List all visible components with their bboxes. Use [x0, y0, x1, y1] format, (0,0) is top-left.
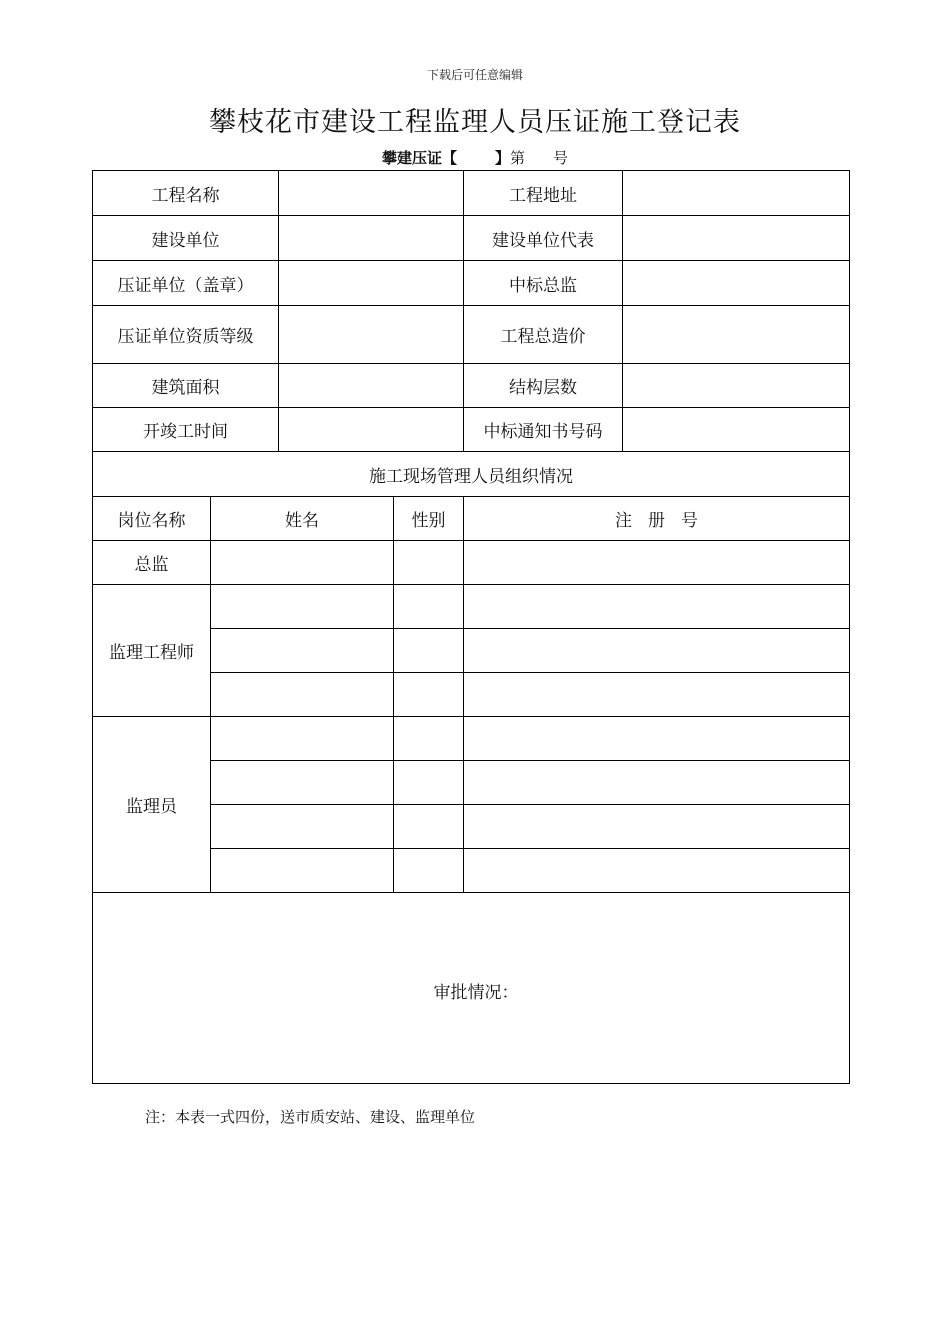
gender-header: 性别: [394, 497, 464, 541]
staff-reg-cell[interactable]: [464, 849, 850, 893]
reg-header-part: 注: [615, 511, 632, 531]
info-value-cell[interactable]: [623, 408, 850, 452]
info-value-cell[interactable]: [279, 171, 464, 216]
staff-reg-cell[interactable]: [464, 629, 850, 673]
info-row: [93, 364, 850, 408]
position-header: 岗位名称: [93, 497, 211, 541]
staff-row: [93, 585, 850, 629]
cert-di: 第: [510, 149, 526, 167]
staff-reg-cell[interactable]: [464, 585, 850, 629]
info-value-cell[interactable]: [623, 364, 850, 408]
name-header: 姓名: [211, 497, 394, 541]
reg-header-part: 号: [681, 511, 698, 531]
staff-gender-cell[interactable]: [394, 585, 464, 629]
approval-cell[interactable]: [93, 893, 850, 1084]
info-label: 中标通知书号码: [464, 408, 623, 452]
staff-name-cell[interactable]: [211, 673, 394, 717]
section-title-row: [93, 452, 850, 497]
info-label: 建设单位: [93, 216, 279, 261]
staff-gender-cell[interactable]: [394, 717, 464, 761]
staff-reg-cell[interactable]: [464, 717, 850, 761]
info-value-cell[interactable]: [623, 261, 850, 306]
staff-name-cell[interactable]: [211, 717, 394, 761]
info-label: 结构层数: [464, 364, 623, 408]
info-row: [93, 216, 850, 261]
staff-header-row: [93, 497, 850, 541]
registration-table: [92, 170, 850, 1084]
info-label: 中标总监: [464, 261, 623, 306]
role-supervisor: 监理员: [93, 717, 211, 893]
staff-row: [93, 541, 850, 585]
info-value-cell[interactable]: [279, 261, 464, 306]
staff-gender-cell[interactable]: [394, 541, 464, 585]
info-value-cell[interactable]: [623, 171, 850, 216]
info-label: 工程总造价: [464, 306, 623, 364]
approval-row: [93, 893, 850, 1084]
staff-reg-cell[interactable]: [464, 541, 850, 585]
staff-name-cell[interactable]: [211, 629, 394, 673]
info-label: 压证单位资质等级: [93, 306, 279, 364]
staff-gender-cell[interactable]: [394, 761, 464, 805]
info-value-cell[interactable]: [279, 216, 464, 261]
staff-reg-cell[interactable]: [464, 761, 850, 805]
staff-name-cell[interactable]: [211, 761, 394, 805]
staff-reg-cell[interactable]: [464, 805, 850, 849]
certificate-number-line: [0, 147, 950, 168]
role-chief: 总监: [93, 541, 211, 585]
info-value-cell[interactable]: [279, 408, 464, 452]
info-value-cell[interactable]: [279, 306, 464, 364]
info-label: 压证单位（盖章）: [93, 261, 279, 306]
registration-number-header: [464, 497, 850, 541]
staff-gender-cell[interactable]: [394, 673, 464, 717]
staff-name-cell[interactable]: [211, 849, 394, 893]
info-value-cell[interactable]: [279, 364, 464, 408]
header-note: 下载后可任意编辑: [426, 68, 523, 82]
role-engineer: 监理工程师: [93, 585, 211, 717]
cert-bracket-close: 】: [494, 149, 510, 167]
reg-header-part: 册: [648, 511, 665, 531]
approval-label: 审批情况：: [433, 982, 519, 1003]
info-value-cell[interactable]: [623, 216, 850, 261]
info-label: 工程名称: [93, 171, 279, 216]
cert-prefix: 攀建压证【: [381, 149, 457, 167]
staff-reg-cell[interactable]: [464, 673, 850, 717]
info-row: [93, 408, 850, 452]
staff-name-cell[interactable]: [211, 805, 394, 849]
info-row: [93, 261, 850, 306]
footnote: 注：本表一式四份，送市质安站、建设、监理单位: [145, 1108, 476, 1126]
info-label: 建筑面积: [93, 364, 279, 408]
info-row: [93, 171, 850, 216]
cert-hao: 号: [553, 149, 569, 167]
info-label: 工程地址: [464, 171, 623, 216]
info-value-cell[interactable]: [623, 306, 850, 364]
staff-gender-cell[interactable]: [394, 849, 464, 893]
staff-section-title: 施工现场管理人员组织情况: [93, 452, 850, 497]
staff-row: [93, 717, 850, 761]
staff-gender-cell[interactable]: [394, 805, 464, 849]
staff-name-cell[interactable]: [211, 585, 394, 629]
info-row: [93, 306, 850, 364]
info-label: 建设单位代表: [464, 216, 623, 261]
info-label: 开竣工时间: [93, 408, 279, 452]
staff-gender-cell[interactable]: [394, 629, 464, 673]
staff-name-cell[interactable]: [211, 541, 394, 585]
page-title: 攀枝花市建设工程监理人员压证施工登记表: [209, 107, 741, 138]
